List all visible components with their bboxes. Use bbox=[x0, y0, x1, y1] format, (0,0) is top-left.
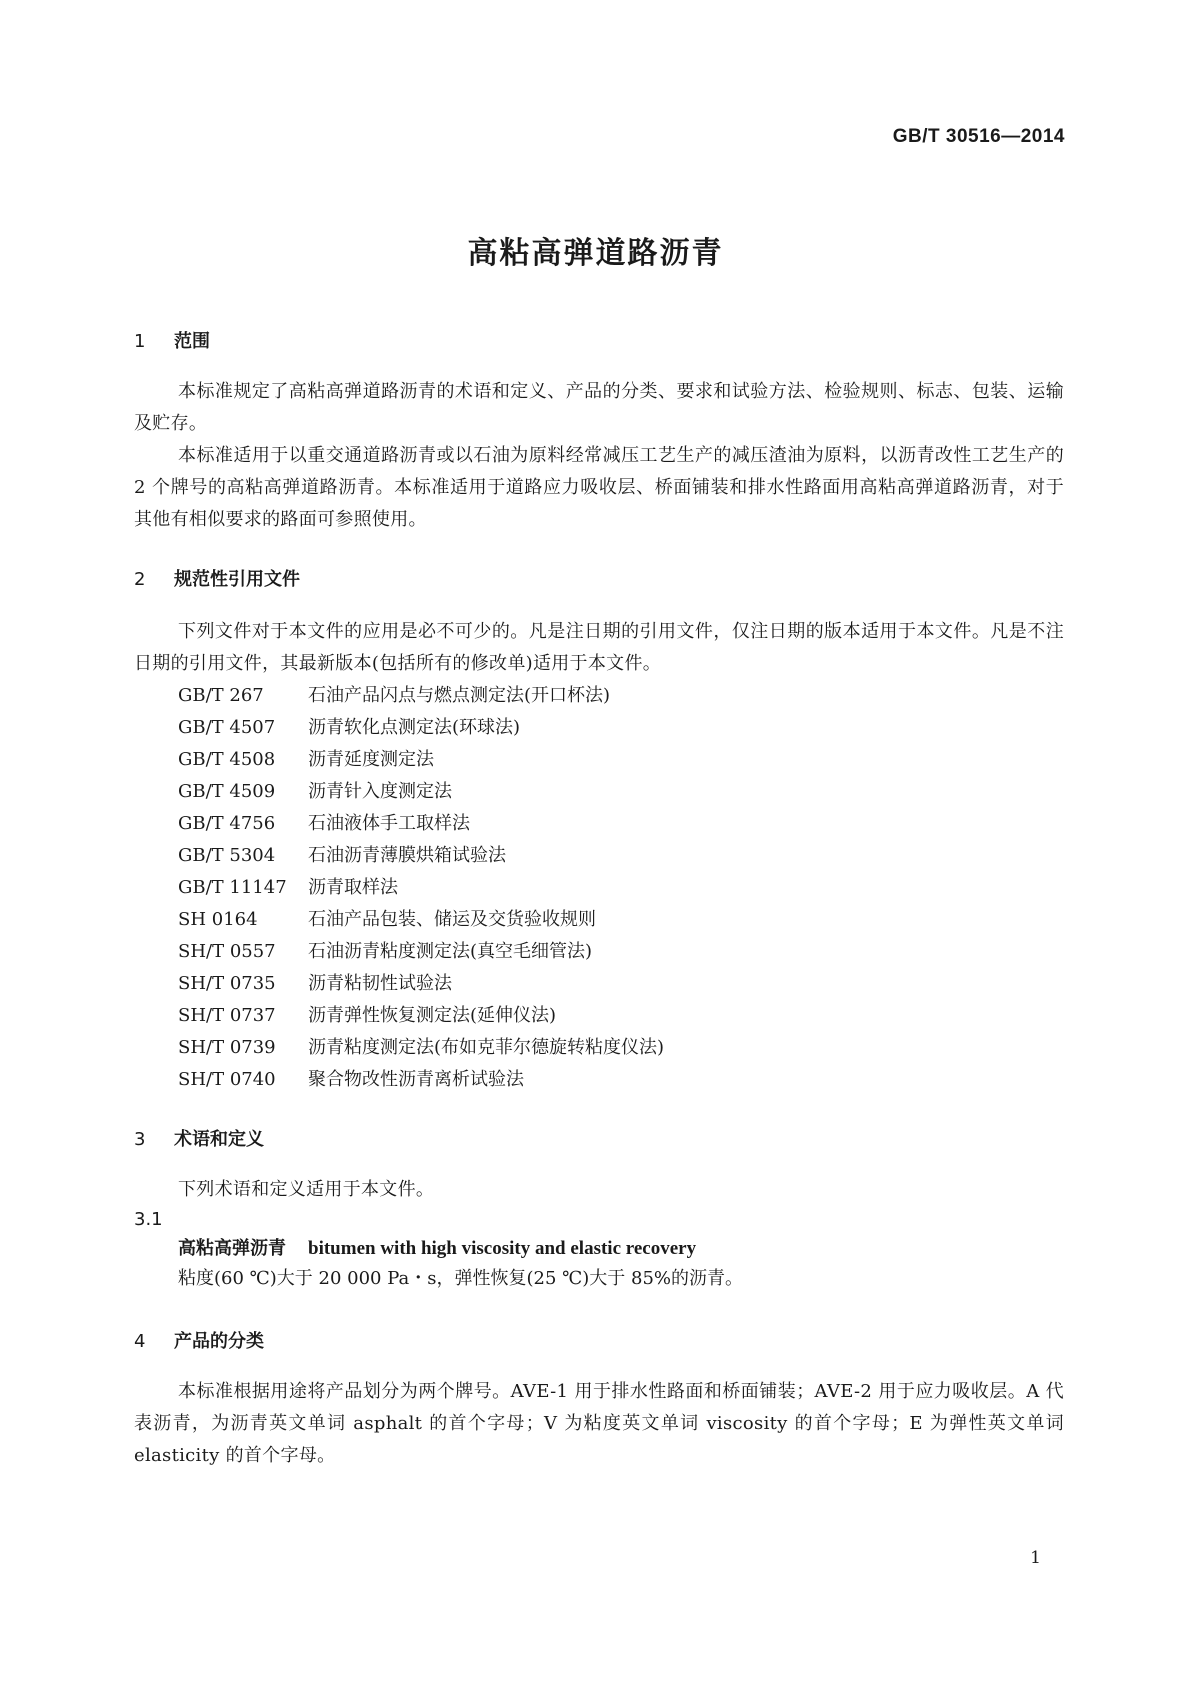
reference-item bbox=[134, 808, 1064, 840]
reference-code: GB/T 4508 bbox=[178, 749, 276, 770]
section-title: 范围 bbox=[174, 331, 210, 352]
reference-code: GB/T 4756 bbox=[178, 813, 276, 834]
paragraph: 本标准适用于以重交通道路沥青或以石油为原料经常减压工艺生产的减压渣油为原料，以沥青改性工艺生产的 2 个牌号的高粘高弹道路沥青。本标准适用于道路应力吸收层、桥面铺装和排水性路面用高粘高弹道路沥青，对于其他有相似要求的路面可参照使用。 bbox=[134, 445, 1064, 530]
document-body bbox=[134, 330, 1064, 1472]
reference-title: 石油液体手工取样法 bbox=[308, 813, 470, 834]
subclause-number: 3.1 bbox=[134, 1209, 163, 1230]
reference-item bbox=[134, 1032, 1064, 1064]
reference-title: 沥青取样法 bbox=[308, 877, 398, 898]
section-number: 4 bbox=[134, 1331, 146, 1352]
reference-code: GB/T 4509 bbox=[178, 781, 276, 802]
reference-item bbox=[134, 936, 1064, 968]
reference-title: 聚合物改性沥青离析试验法 bbox=[308, 1069, 524, 1090]
section-2-heading bbox=[134, 568, 1064, 592]
term-entry bbox=[134, 1234, 1064, 1264]
reference-item bbox=[134, 776, 1064, 808]
paragraph: 本标准规定了高粘高弹道路沥青的术语和定义、产品的分类、要求和试验方法、检验规则、标志、包装、运输及贮存。 bbox=[134, 381, 1064, 434]
section-title: 规范性引用文件 bbox=[174, 569, 300, 590]
page-number: 1 bbox=[1030, 1548, 1041, 1568]
document-title: 高粘高弹道路沥青 bbox=[467, 236, 724, 271]
reference-title: 沥青软化点测定法(环球法) bbox=[308, 717, 521, 738]
paragraph: 下列术语和定义适用于本文件。 bbox=[178, 1179, 435, 1200]
reference-title: 沥青弹性恢复测定法(延伸仪法) bbox=[308, 1005, 557, 1026]
section-number: 2 bbox=[134, 569, 146, 590]
reference-item bbox=[134, 712, 1064, 744]
reference-item bbox=[134, 1000, 1064, 1032]
reference-title: 沥青粘韧性试验法 bbox=[308, 973, 452, 994]
reference-item bbox=[134, 1064, 1064, 1096]
section-title: 术语和定义 bbox=[174, 1129, 264, 1150]
section-number: 1 bbox=[134, 331, 146, 352]
section-3-heading bbox=[134, 1128, 1064, 1152]
reference-code: GB/T 4507 bbox=[178, 717, 276, 738]
reference-code: SH/T 0737 bbox=[178, 1005, 276, 1026]
reference-title: 沥青延度测定法 bbox=[308, 749, 434, 770]
reference-title: 石油产品包装、储运及交货验收规则 bbox=[308, 909, 596, 930]
reference-code: SH 0164 bbox=[178, 909, 258, 930]
reference-code: GB/T 11147 bbox=[178, 877, 287, 898]
reference-title: 石油沥青粘度测定法(真空毛细管法) bbox=[308, 941, 593, 962]
reference-title: 沥青针入度测定法 bbox=[308, 781, 452, 802]
reference-code: GB/T 267 bbox=[178, 685, 264, 706]
standard-number: GB/T 30516—2014 bbox=[892, 126, 1065, 147]
reference-item bbox=[134, 872, 1064, 904]
section-4-heading bbox=[134, 1330, 1064, 1354]
reference-item bbox=[134, 840, 1064, 872]
reference-code: SH/T 0740 bbox=[178, 1069, 276, 1090]
reference-code: SH/T 0735 bbox=[178, 973, 276, 994]
paragraph: 下列文件对于本文件的应用是必不可少的。凡是注日期的引用文件，仅注日期的版本适用于本文件。凡是不注日期的引用文件，其最新版本(包括所有的修改单)适用于本文件。 bbox=[134, 621, 1064, 674]
reference-title: 石油产品闪点与燃点测定法(开口杯法) bbox=[308, 685, 611, 706]
reference-title: 沥青粘度测定法(布如克菲尔德旋转粘度仪法) bbox=[308, 1037, 665, 1058]
reference-code: SH/T 0739 bbox=[178, 1037, 276, 1058]
reference-code: GB/T 5304 bbox=[178, 845, 276, 866]
term-definition: 粘度(60 ℃)大于 20 000 Pa・s，弹性恢复(25 ℃)大于 85%的沥青。 bbox=[178, 1268, 744, 1289]
term-english: bitumen with high viscosity and elastic recovery bbox=[308, 1238, 697, 1259]
reference-list bbox=[134, 680, 1064, 1096]
reference-code: SH/T 0557 bbox=[178, 941, 276, 962]
reference-item bbox=[134, 904, 1064, 936]
section-number: 3 bbox=[134, 1129, 146, 1150]
term-chinese: 高粘高弹沥青 bbox=[178, 1238, 286, 1259]
section-1-heading bbox=[134, 330, 1064, 354]
section-title: 产品的分类 bbox=[174, 1331, 264, 1352]
reference-item bbox=[134, 968, 1064, 1000]
reference-item bbox=[134, 680, 1064, 712]
reference-item bbox=[134, 744, 1064, 776]
paragraph: 本标准根据用途将产品划分为两个牌号。AVE-1 用于排水性路面和桥面铺装；AVE-2 用于应力吸收层。A 代表沥青，为沥青英文单词 asphalt 的首个字母；V 为粘度英文单词 viscosity 的首个字母；E 为弹性英文单词 elasticity 的首个字母。 bbox=[134, 1381, 1064, 1466]
reference-title: 石油沥青薄膜烘箱试验法 bbox=[308, 845, 506, 866]
